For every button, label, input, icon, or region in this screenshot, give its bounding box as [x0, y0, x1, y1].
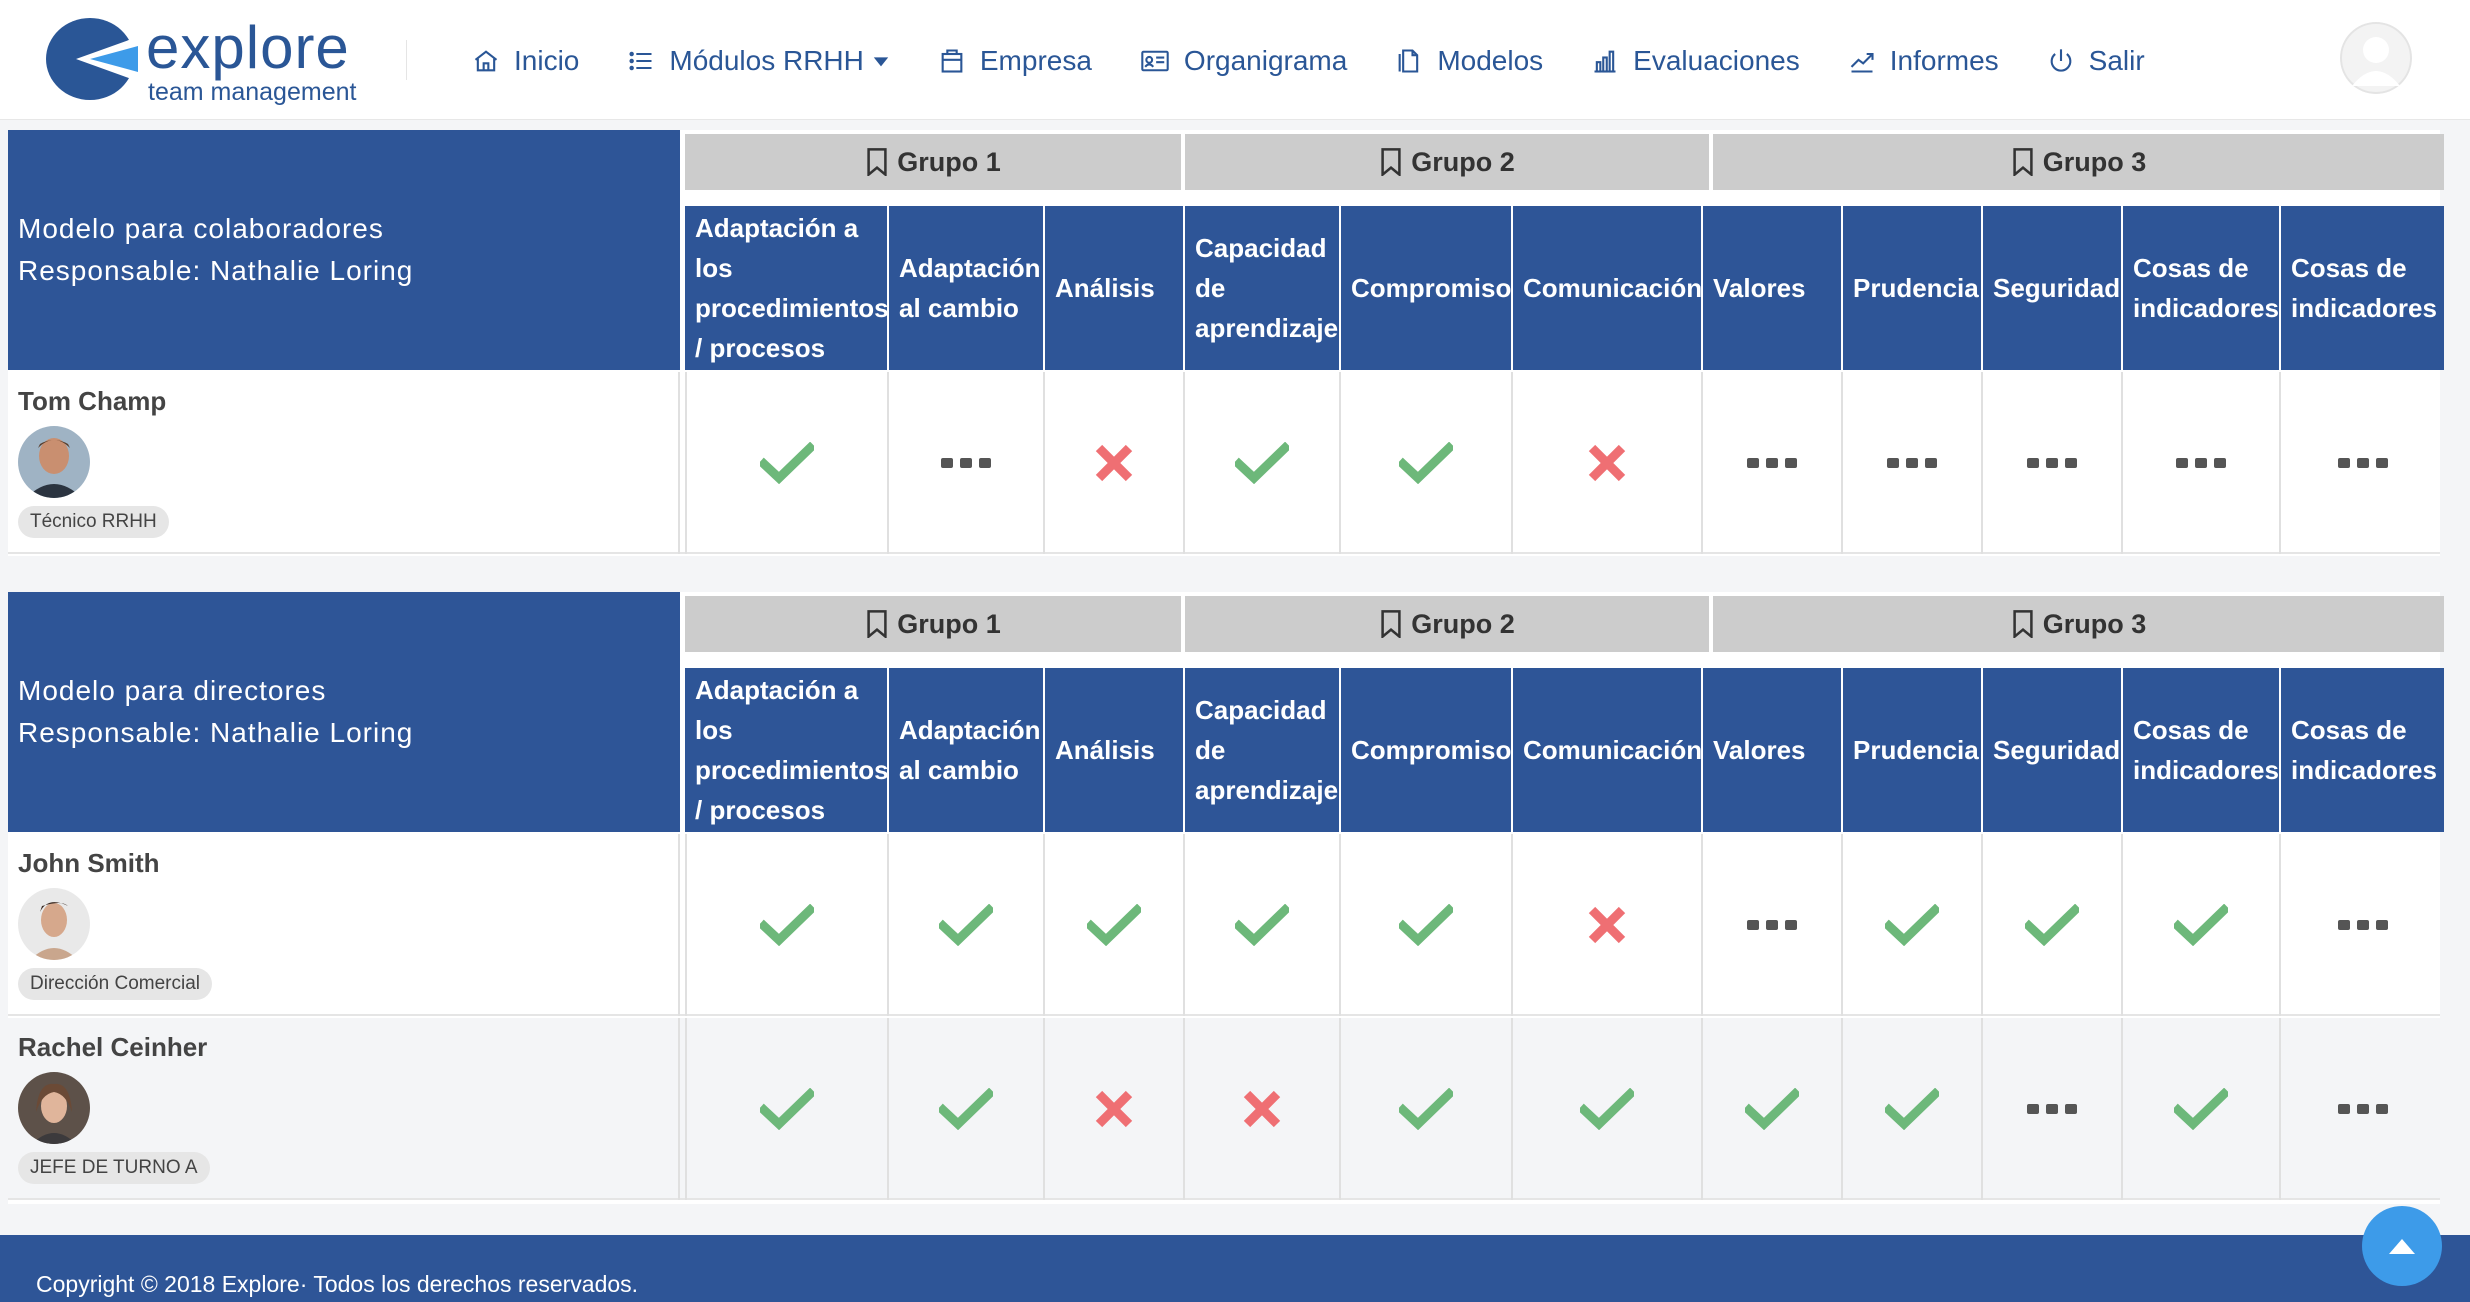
copy-icon [1395, 47, 1423, 75]
nav-label: Salir [2088, 45, 2145, 76]
check-icon [939, 1088, 993, 1130]
model-responsible: Responsable: Nathalie Loring [18, 255, 414, 286]
competency-header: Seguridad [1983, 206, 2123, 370]
status-cell[interactable] [1703, 372, 1843, 554]
status-cell[interactable] [1983, 1018, 2123, 1200]
person-row [8, 1018, 2440, 1200]
bookmark-icon [1379, 148, 1403, 176]
person-name: Rachel Ceinher [18, 1032, 208, 1062]
status-cell[interactable] [889, 372, 1045, 554]
check-icon [1885, 1088, 1939, 1130]
nav-label: Empresa [979, 45, 1092, 76]
check-icon [760, 904, 814, 946]
check-icon [939, 904, 993, 946]
status-cell[interactable] [1045, 1018, 1185, 1200]
group-label: Grupo 2 [1411, 608, 1515, 639]
status-cell[interactable] [1843, 834, 1983, 1016]
status-cell[interactable] [1703, 1018, 1843, 1200]
cross-icon [1586, 442, 1628, 484]
competency-header: Capacidad de aprendizaje [1185, 668, 1341, 832]
status-cell[interactable] [1341, 1018, 1513, 1200]
check-icon [2174, 1088, 2228, 1130]
status-cell[interactable] [2123, 372, 2281, 554]
ellipsis-icon [2338, 918, 2388, 932]
check-icon [1235, 442, 1289, 484]
competency-header: Comunicación [1513, 668, 1703, 832]
group-label: Grupo 2 [1411, 146, 1515, 177]
status-cell[interactable] [2281, 372, 2444, 554]
group-label: Grupo 1 [897, 608, 1001, 639]
role-badge: JEFE DE TURNO A [18, 1152, 210, 1184]
group-header-2 [1185, 134, 1709, 190]
ellipsis-icon [2027, 1102, 2077, 1116]
check-icon [1087, 904, 1141, 946]
group-label: Grupo 3 [2042, 146, 2147, 177]
explore-logo-icon [46, 16, 142, 102]
status-cell[interactable] [1843, 1018, 1983, 1200]
ellipsis-icon [2027, 456, 2077, 470]
person-name: Tom Champ [18, 386, 167, 416]
competency-header: Adaptación a los procedimientos / procesos [685, 668, 889, 832]
status-cell[interactable] [1341, 834, 1513, 1016]
status-cell[interactable] [2281, 1018, 2444, 1200]
role-badge: Técnico RRHH [18, 506, 169, 538]
status-cell[interactable] [889, 834, 1045, 1016]
ellipsis-icon [1747, 918, 1797, 932]
model-title: Modelo para directores [18, 675, 327, 706]
status-cell[interactable] [1513, 834, 1703, 1016]
avatar-photo-icon [18, 426, 90, 498]
power-icon [2047, 47, 2075, 75]
status-cell[interactable] [1983, 834, 2123, 1016]
status-cell[interactable] [1513, 1018, 1703, 1200]
status-cell[interactable] [685, 1018, 889, 1200]
check-icon [1745, 1088, 1799, 1130]
competency-header: Adaptación al cambio [889, 668, 1045, 832]
competency-header: Prudencia [1843, 668, 1983, 832]
brand-name: explore [146, 14, 350, 81]
model-block-colaboradores [8, 130, 2440, 556]
competency-header: Seguridad [1983, 668, 2123, 832]
model-header [8, 592, 680, 832]
role-badge: Dirección Comercial [18, 968, 212, 1000]
competency-header: Compromiso [1341, 668, 1513, 832]
competency-header: Compromiso [1341, 206, 1513, 370]
person-row [8, 834, 2440, 1016]
bookmark-icon [865, 148, 889, 176]
check-icon [1885, 904, 1939, 946]
status-cell[interactable] [685, 834, 889, 1016]
nav-label: Modelos [1437, 45, 1544, 76]
user-avatar[interactable] [2340, 22, 2412, 94]
competency-header: Adaptación a los procedimientos / procesos [685, 206, 889, 370]
home-icon [472, 47, 500, 75]
competency-header: Análisis [1045, 206, 1185, 370]
person-cell[interactable] [8, 372, 680, 554]
brand-tagline: team management [148, 78, 357, 106]
ellipsis-icon [941, 456, 991, 470]
ellipsis-icon [2338, 1102, 2388, 1116]
check-icon [760, 1088, 814, 1130]
competency-header: Comunicación [1513, 206, 1703, 370]
check-icon [2174, 904, 2228, 946]
nav-label: Evaluaciones [1633, 45, 1800, 76]
cross-icon [1586, 904, 1628, 946]
bookmark-icon [2011, 610, 2035, 638]
nav-item-empresa[interactable] [938, 45, 1092, 77]
nav-item-inicio[interactable] [472, 45, 579, 77]
status-cell[interactable] [2123, 1018, 2281, 1200]
status-cell[interactable] [1703, 834, 1843, 1016]
bookmark-icon [1379, 610, 1403, 638]
model-block-directores [8, 592, 2440, 1204]
list-icon [627, 47, 655, 75]
check-icon [1235, 904, 1289, 946]
competency-header: Cosas de indicadores [2281, 668, 2444, 832]
nav-divider [406, 40, 407, 80]
person-cell[interactable] [8, 1018, 680, 1200]
check-icon [1580, 1088, 1634, 1130]
ellipsis-icon [1887, 456, 1937, 470]
group-header-2 [1185, 596, 1709, 652]
ellipsis-icon [1747, 456, 1797, 470]
status-cell[interactable] [1341, 372, 1513, 554]
check-icon [1399, 904, 1453, 946]
nav-label: Informes [1889, 45, 1999, 76]
avatar-photo-icon [18, 888, 90, 960]
status-cell[interactable] [1045, 834, 1185, 1016]
group-label: Grupo 1 [897, 146, 1001, 177]
cross-icon [1093, 442, 1135, 484]
competency-header: Valores [1703, 206, 1843, 370]
status-cell[interactable] [889, 1018, 1045, 1200]
ellipsis-icon [2338, 456, 2388, 470]
ellipsis-icon [2176, 456, 2226, 470]
person-cell[interactable] [8, 834, 680, 1016]
competency-header: Cosas de indicadores [2123, 668, 2281, 832]
person-photo [18, 1072, 90, 1144]
building-icon [938, 47, 966, 75]
avatar-photo-icon [18, 1072, 90, 1144]
group-header-1 [685, 596, 1181, 652]
status-cell[interactable] [1185, 834, 1341, 1016]
bookmark-icon [2011, 148, 2035, 176]
person-name: John Smith [18, 848, 160, 878]
model-responsible: Responsable: Nathalie Loring [18, 717, 414, 748]
model-header [8, 130, 680, 370]
brand-logo[interactable] [46, 14, 376, 110]
cross-icon [1241, 1088, 1283, 1130]
model-title: Modelo para colaboradores [18, 213, 384, 244]
competency-header: Prudencia [1843, 206, 1983, 370]
line-chart-icon [1848, 47, 1876, 75]
group-header-1 [685, 134, 1181, 190]
group-header-3 [1713, 596, 2444, 652]
main-content [0, 120, 2470, 1235]
footer-copyright: Copyright © 2018 Explore· Todos los derechos reservados. [36, 1271, 639, 1297]
scroll-to-top-button[interactable] [2362, 1206, 2442, 1286]
nav-item-modelos[interactable] [1395, 45, 1543, 77]
competency-header: Adaptación al cambio [889, 206, 1045, 370]
nav-label: Inicio [514, 45, 580, 76]
status-cell[interactable] [2123, 834, 2281, 1016]
nav-item-informes[interactable] [1848, 45, 1999, 77]
check-icon [2025, 904, 2079, 946]
competency-header: Cosas de indicadores [2123, 206, 2281, 370]
nav-item-modulos-rrhh[interactable] [627, 45, 890, 77]
competency-header: Cosas de indicadores [2281, 206, 2444, 370]
status-cell[interactable] [685, 372, 889, 554]
check-icon [1399, 1088, 1453, 1130]
person-photo [18, 426, 90, 498]
competency-header: Valores [1703, 668, 1843, 832]
nav-item-salir[interactable] [2047, 45, 2145, 77]
main-nav [472, 30, 2193, 92]
person-photo [18, 888, 90, 960]
bar-chart-icon [1591, 47, 1619, 75]
group-label: Grupo 3 [2042, 608, 2147, 639]
check-icon [1399, 442, 1453, 484]
nav-label: Módulos RRHH [669, 45, 864, 76]
person-row [8, 372, 2440, 554]
status-cell[interactable] [1843, 372, 1983, 554]
status-cell[interactable] [1513, 372, 1703, 554]
status-cell[interactable] [1983, 372, 2123, 554]
competency-header: Capacidad de aprendizaje [1185, 206, 1341, 370]
top-navbar [0, 0, 2470, 120]
group-header-3 [1713, 134, 2444, 190]
caret-up-icon [2387, 1236, 2417, 1256]
competency-header: Análisis [1045, 668, 1185, 832]
user-placeholder-icon [2340, 22, 2412, 94]
status-cell[interactable] [1185, 1018, 1341, 1200]
bookmark-icon [865, 610, 889, 638]
nav-item-evaluaciones[interactable] [1591, 45, 1800, 77]
status-cell[interactable] [1045, 372, 1185, 554]
caret-down-icon [872, 52, 890, 70]
status-cell[interactable] [1185, 372, 1341, 554]
status-cell[interactable] [2281, 834, 2444, 1016]
nav-item-organigrama[interactable] [1140, 45, 1347, 77]
id-card-icon [1140, 47, 1170, 75]
check-icon [760, 442, 814, 484]
footer [0, 1235, 2470, 1302]
cross-icon [1093, 1088, 1135, 1130]
nav-label: Organigrama [1183, 45, 1348, 76]
